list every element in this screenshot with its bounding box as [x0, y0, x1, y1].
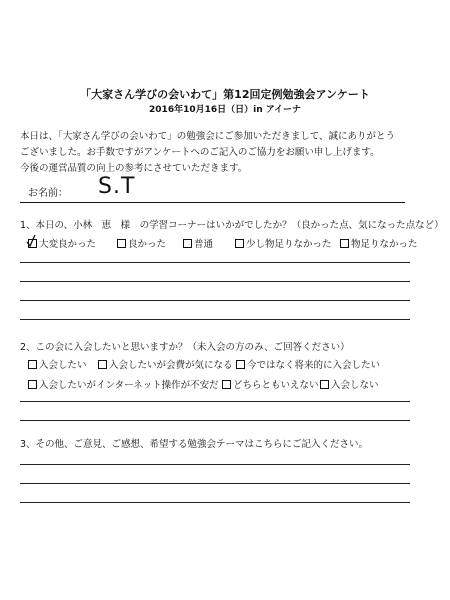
q1-option-good[interactable] [117, 236, 166, 250]
checkbox[interactable] [236, 360, 245, 369]
survey-title: 「大家さん学びの会いわて」第12回定例勉強会アンケート [80, 88, 370, 101]
q2-option-join-fee-concern[interactable] [98, 357, 233, 371]
question-1: 1、本日の、小林 恵 様 の学習コーナーはいかがでしたか？（良かった点、気になった点など） [20, 220, 444, 231]
q3-answer-line[interactable] [20, 502, 410, 503]
q2-answer-line[interactable] [20, 420, 410, 421]
q2-option-internet-concern[interactable] [28, 377, 219, 391]
option-label: 普通 [194, 239, 214, 250]
checkbox[interactable] [235, 239, 244, 248]
option-label: 入会しない [331, 380, 379, 391]
option-label: 今ではなく将来的に入会したい [247, 360, 381, 371]
checkbox[interactable] [117, 239, 126, 248]
q1-option-lacking[interactable] [340, 236, 418, 250]
option-label: 物足りなかった [351, 239, 418, 250]
option-label: どちらともいえない [233, 380, 319, 391]
survey-date: 2016年10月16日（日）in アイーナ [149, 105, 301, 115]
option-label: 大変良かった [39, 239, 97, 250]
q1-answer-line[interactable] [20, 319, 410, 320]
q3-answer-line[interactable] [20, 483, 410, 484]
question-2: 2、この会に入会したいと思いますか？（未入会の方のみ、ご回答ください） [20, 342, 350, 353]
option-label: 良かった [128, 239, 167, 250]
checkbox[interactable] [28, 360, 37, 369]
checkbox[interactable] [98, 360, 107, 369]
q1-answer-line[interactable] [20, 300, 410, 301]
checkbox[interactable] [28, 239, 37, 248]
checkbox[interactable] [28, 380, 37, 389]
intro-line-3: 今後の運営品質の向上の参考にさせていただきます。 [20, 163, 248, 174]
name-value[interactable]: S.T [98, 174, 136, 199]
checkbox[interactable] [320, 380, 329, 389]
intro-line-2: ございました。お手数ですがアンケートへのご記入のご協力をお願い申し上げます。 [20, 147, 380, 158]
question-3: 3、その他、ご意見、ご感想、希望する勉強会テーマはこちらにご記入ください。 [20, 439, 369, 450]
q2-option-join-future[interactable] [236, 357, 380, 371]
q1-option-normal[interactable] [183, 236, 213, 250]
option-label: 少し物足りなかった [246, 239, 332, 250]
check-mark-icon [26, 235, 36, 247]
q2-option-not-join[interactable] [320, 377, 379, 391]
q2-option-undecided[interactable] [222, 377, 319, 391]
intro-line-1: 本日は、「大家さん学びの会いわて」の勉強会にご参加いただきまして、誠にありがとう [20, 131, 396, 142]
q1-answer-line[interactable] [20, 281, 410, 282]
q2-option-join[interactable] [28, 357, 87, 371]
name-underline [20, 202, 405, 203]
q1-answer-line[interactable] [20, 262, 410, 263]
option-label: 入会したいがインターネット操作が不安だ [39, 380, 219, 391]
checkbox[interactable] [340, 239, 349, 248]
checkbox[interactable] [222, 380, 231, 389]
option-label: 入会したいが会費が気になる [109, 360, 233, 371]
q1-option-very-good[interactable] [28, 236, 96, 250]
name-label: お名前： [28, 188, 68, 199]
option-label: 入会したい [39, 360, 87, 371]
q2-answer-line[interactable] [20, 401, 410, 402]
q1-option-slightly-lacking[interactable] [235, 236, 332, 250]
q3-answer-line[interactable] [20, 464, 410, 465]
checkbox[interactable] [183, 239, 192, 248]
